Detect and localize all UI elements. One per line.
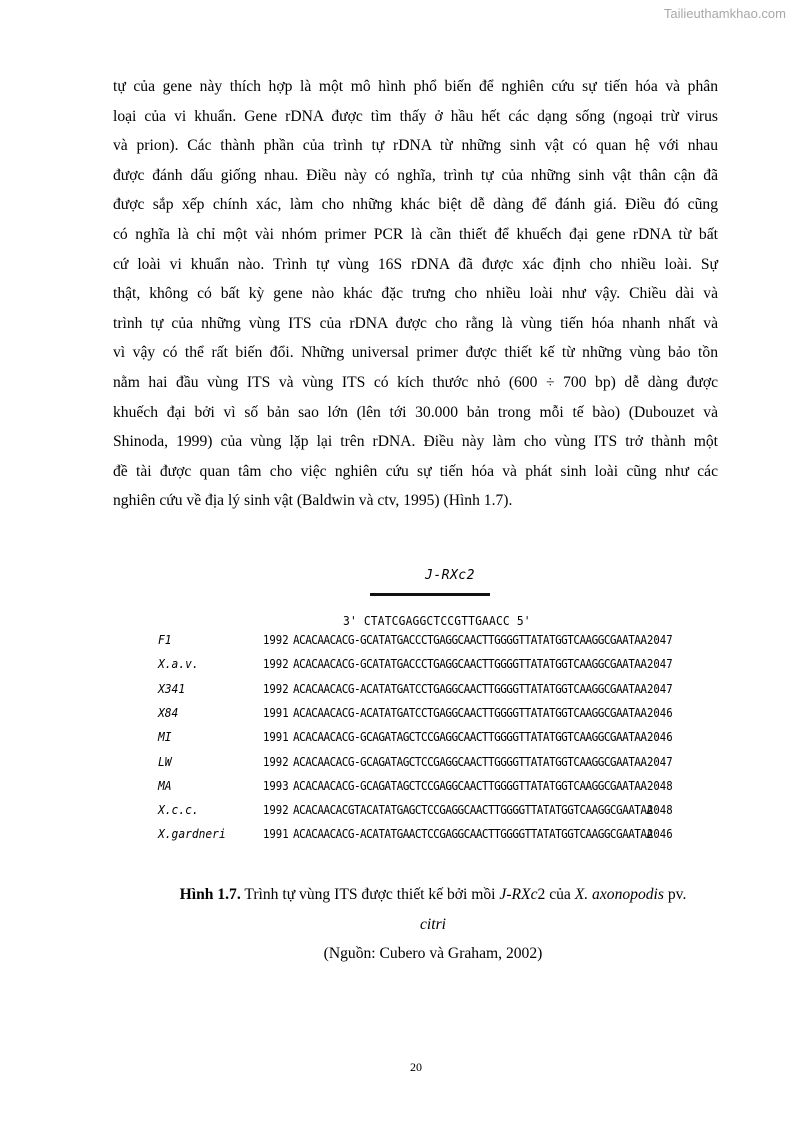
alignment-row [155, 681, 675, 705]
aligned-sequence: ACACAACACG-GCAGATAGCTCCGAGGCAACTTGGGGTTATATGGTCAAGGCGAATAA [293, 729, 647, 745]
primer-bar [370, 593, 490, 596]
body-paragraph [113, 72, 718, 516]
body-line: nằm hai đầu vùng ITS và vùng ITS có kích thước nhỏ (600 ÷ 700 bp) dễ dàng được [113, 373, 718, 391]
end-position: 2046 [647, 729, 673, 745]
sequence-alignment-figure [155, 560, 675, 865]
caption-text: pv. [663, 886, 687, 903]
start-position: 1993 [263, 777, 289, 793]
alignment-row [155, 754, 675, 778]
aligned-sequence: ACACAACACG-ACATATGAACTCCGAGGCAACTTGGGGTTATATGGTCAAGGCGAATAA [293, 826, 653, 842]
page-number: 20 [410, 1060, 422, 1074]
aligned-sequence: ACACAACACG-GCATATGACCCTGAGGCAACTTGGGGTTATATGGTCAAGGCGAATAA [293, 656, 647, 672]
alignment-row [155, 778, 675, 802]
strain-name: F1 [158, 632, 172, 647]
aligned-sequence: ACACAACACG-ACATATGATCCTGAGGCAACTTGGGGTTATATGGTCAAGGCGAATAA [293, 680, 647, 696]
figure-source: (Nguồn: Cubero và Graham, 2002) [323, 945, 543, 962]
start-position: 1992 [263, 632, 289, 647]
primer-sequence: 3' CTATCGAGGCTCCGTTGAACC 5' [343, 613, 531, 628]
aligned-sequence: ACACAACACG-GCAGATAGCTCCGAGGCAACTTGGGGTTATATGGTCAAGGCGAATAA [293, 777, 647, 793]
end-position: 2048 [647, 777, 673, 793]
alignment-row [155, 632, 675, 656]
end-position: 2047 [647, 680, 673, 696]
body-line: có nghĩa là chỉ một vài nhóm primer PCR là cần thiết để khuếch đại gene rDNA từ bất [113, 225, 718, 243]
caption-pathovar: citri [420, 916, 446, 933]
watermark: Tailieuthamkhao.com [663, 6, 786, 21]
caption-text: Trình tự vùng ITS được thiết kế bởi mồi [240, 886, 500, 903]
alignment-row [155, 826, 675, 850]
aligned-sequence: ACACAACACGTACATATGAGCTCCGAGGCAACTTGGGGTTATATGGTCAAGGCGAATAA [293, 802, 653, 818]
strain-name: X.a.v. [158, 656, 199, 672]
strain-name: X.gardneri [158, 826, 226, 842]
end-position: 2047 [647, 632, 673, 647]
caption-species: X. axonopodis [574, 886, 664, 903]
body-line: loại của vi khuẩn. Gene rDNA được tìm thấy ở hầu hết các dạng sống (ngoại trừ virus [113, 107, 718, 125]
strain-name: MA [158, 777, 172, 793]
end-position: 2048 [647, 802, 673, 818]
body-line: nghiên cứu về địa lý sinh vật (Baldwin và ctv, 1995) (Hình 1.7). [113, 492, 513, 510]
body-line: trình tự của những vùng ITS của rDNA được cho rằng là vùng tiến hóa nhanh nhất và [113, 314, 718, 332]
start-position: 1992 [263, 802, 289, 818]
body-line: và prion). Các thành phần của trình tự rDNA từ những sinh vật có quan hệ với nhau [113, 137, 718, 155]
aligned-sequence: ACACAACACG-GCATATGACCCTGAGGCAACTTGGGGTTATATGGTCAAGGCGAATAA [293, 632, 647, 647]
body-line: tự của gene này thích hợp là một mô hình phổ biến để nghiên cứu sự tiến hóa và phân [113, 78, 718, 95]
caption-primer: J-RXc [499, 886, 538, 903]
alignment-row [155, 656, 675, 680]
start-position: 1991 [263, 729, 289, 745]
body-line: vì vậy có thể rất biến đổi. Những universal primer được thiết kế từ những vùng bảo tồn [113, 344, 718, 362]
figure-caption [113, 880, 753, 940]
strain-name: X.c.c. [158, 802, 199, 818]
start-position: 1992 [263, 656, 289, 672]
strain-name: X84 [158, 704, 179, 720]
end-position: 2047 [647, 753, 673, 769]
body-line: đề tài được quan tâm cho việc nghiên cứu sự tiến hóa và phát sinh loài cũng như các [113, 462, 718, 480]
start-position: 1992 [263, 753, 289, 769]
aligned-sequence: ACACAACACG-ACATATGATCCTGAGGCAACTTGGGGTTATATGGTCAAGGCGAATAA [293, 704, 647, 720]
figure-primer-title: J-RXc2 [425, 568, 475, 583]
start-position: 1991 [263, 704, 289, 720]
alignment-row [155, 802, 675, 826]
body-line: được đánh dấu giống nhau. Điều này có nghĩa, trình tự của những sinh vật thân cận đã [113, 166, 718, 184]
alignment-row [155, 705, 675, 729]
end-position: 2046 [647, 704, 673, 720]
body-line: Shinoda, 1999) của vùng lặp lại trên rDNA. Điều này làm cho vùng ITS trở thành một [113, 433, 718, 451]
end-position: 2047 [647, 656, 673, 672]
caption-label: Hình 1.7. [179, 886, 241, 903]
end-position: 2046 [647, 826, 673, 842]
alignment-row [155, 729, 675, 753]
strain-name: MI [158, 729, 172, 745]
body-line: được sắp xếp chính xác, làm cho những khác biệt dễ dàng để đánh giá. Điều đó cũng [113, 196, 718, 214]
start-position: 1992 [263, 680, 289, 696]
body-line: khuếch đại bởi vì số bản sao lớn (lên tới 30.000 bản trong mỗi tế bào) (Dubouzet và [113, 403, 718, 421]
body-line: cứ loài vi khuẩn nào. Trình tự vùng 16S rDNA đã được xác định cho nhiều loài. Sự [113, 255, 718, 273]
body-line: thật, không có bất kỳ gene nào khác đặc trưng cho nhiều loài như vậy. Chiều dài và [113, 285, 718, 303]
start-position: 1991 [263, 826, 289, 842]
caption-text: 2 của [537, 886, 575, 903]
strain-name: LW [158, 753, 172, 769]
strain-name: X341 [158, 680, 186, 696]
aligned-sequence: ACACAACACG-GCAGATAGCTCCGAGGCAACTTGGGGTTATATGGTCAAGGCGAATAA [293, 753, 647, 769]
